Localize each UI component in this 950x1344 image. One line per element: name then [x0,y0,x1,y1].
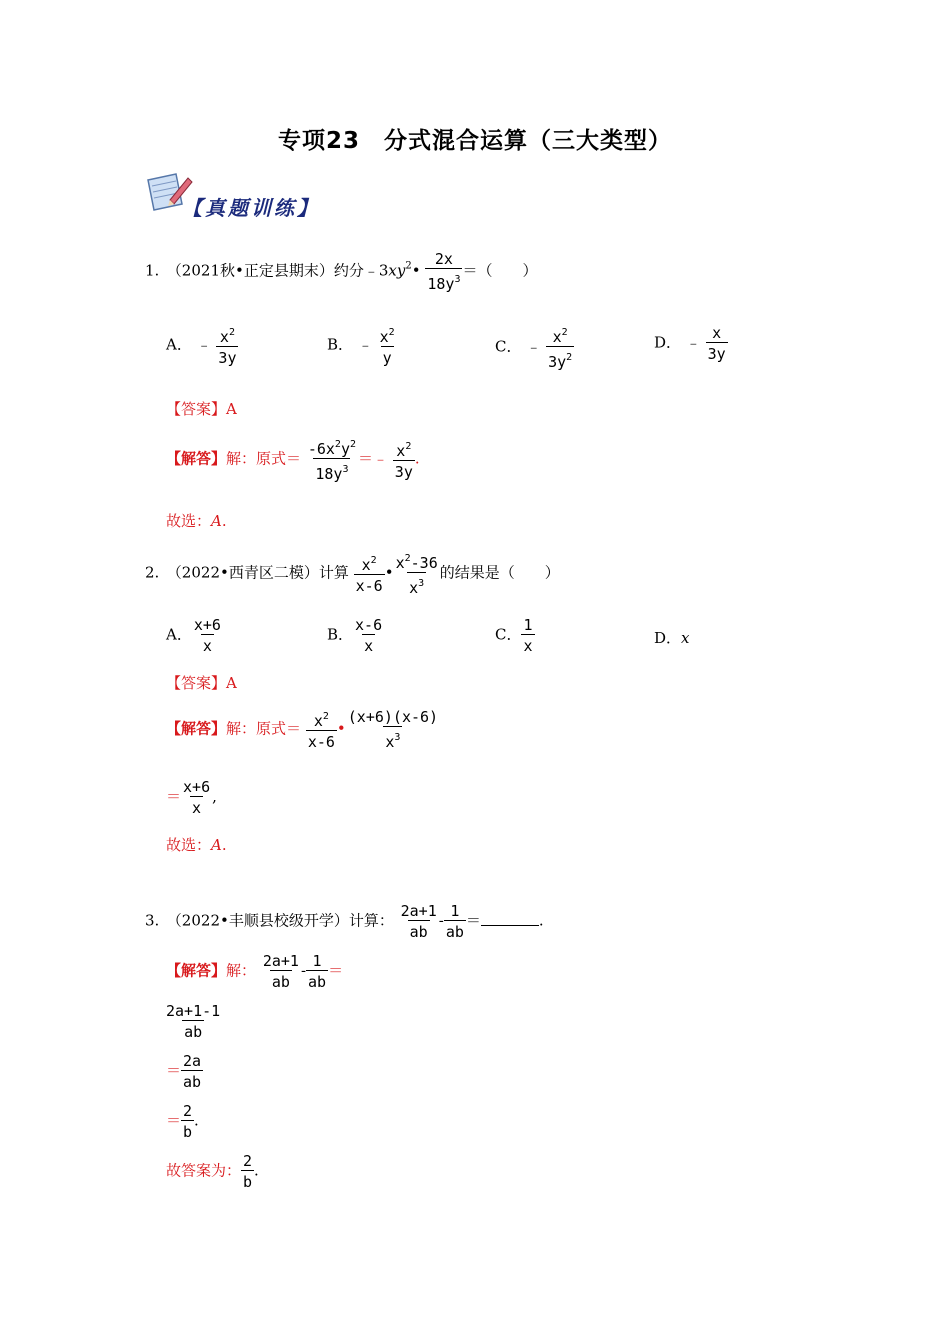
q1-frac-num: 2x [434,250,453,268]
q2-option-d: D．x [654,629,690,647]
q1-option-d: D． ﹣ $\frac{x}{3y}$ [654,324,726,363]
q2-choose: 故选：A. [166,836,227,854]
q1-var-exp: 2 [405,260,412,272]
q1-suffix: ＝（ ） [462,261,538,280]
question-3-stem: 3. （2022•丰顺县校级开学）计算： $\frac{2a+1}{ab}$ - $\frac{1}{ab}$ ＝ . [145,902,544,941]
q1-solution: 【解答】解：原式＝ $\frac{-6x^2y^2}{18y^3}$ ＝﹣ $\frac{x^2}{3y}$ . [166,439,420,483]
page-title: 专项23 分式混合运算（三大类型） [277,128,672,154]
q3-final-answer: 故答案为： $\frac{2}{b}$ . [166,1152,259,1191]
q1-option-a: A． ﹣ $\frac{x^2}{3y}$ [166,327,237,367]
q1-option-b: B． ﹣ $\frac{x^2}{y}$ [327,327,395,367]
answer-blank [481,911,539,926]
q2-step2: ＝ $\frac{x+6}{x}$ , [166,778,217,817]
q1-option-c: C． ﹣ $\frac{x^2}{3y^2}$ [495,327,573,371]
q2-option-b: B． $\frac{x-6}{x}$ [327,616,383,655]
q1-fraction [425,250,462,293]
q2-option-a: A． $\frac{x+6}{x}$ [166,616,221,655]
q1-prefix: 1. （2021秋•正定县期末）约分﹣3 [145,261,389,280]
q3-solution: 【解答】解： $\frac{2a+1}{ab}$ - $\frac{1}{ab}$ ＝ [166,952,344,991]
q1-choose: 故选：A. [166,512,227,530]
q1-answer: 【答案】A [166,400,237,418]
q2-solution: 【解答】解：原式＝ $\frac{x^2}{x-6}$ • $\frac{(x+6)(x-6)}{x^3}$ [166,708,439,751]
question-1-stem [145,250,537,293]
q3-line2: $\frac{2a+1-1}{ab}$ [166,1002,221,1041]
section-banner [142,170,342,230]
question-2-stem: 2. （2022•西青区二模）计算 $\frac{x^2}{x-6}$ • $\frac{x^2-36}{x^3}$ 的结果是（ ） [145,553,560,597]
q1-frac-den: $18y^3$ [425,268,462,293]
banner-label: 【真题训练】 [182,196,320,220]
q2-answer: 【答案】A [166,674,237,692]
q1-var: xy [388,261,406,280]
q1-dot: • [411,261,421,280]
q3-line3: ＝ $\frac{2a}{ab}$ [166,1052,202,1091]
q2-option-c: C． $\frac{1}{x}$ [495,616,533,655]
q3-line4: ＝ $\frac{2}{b}$ . [166,1102,199,1141]
